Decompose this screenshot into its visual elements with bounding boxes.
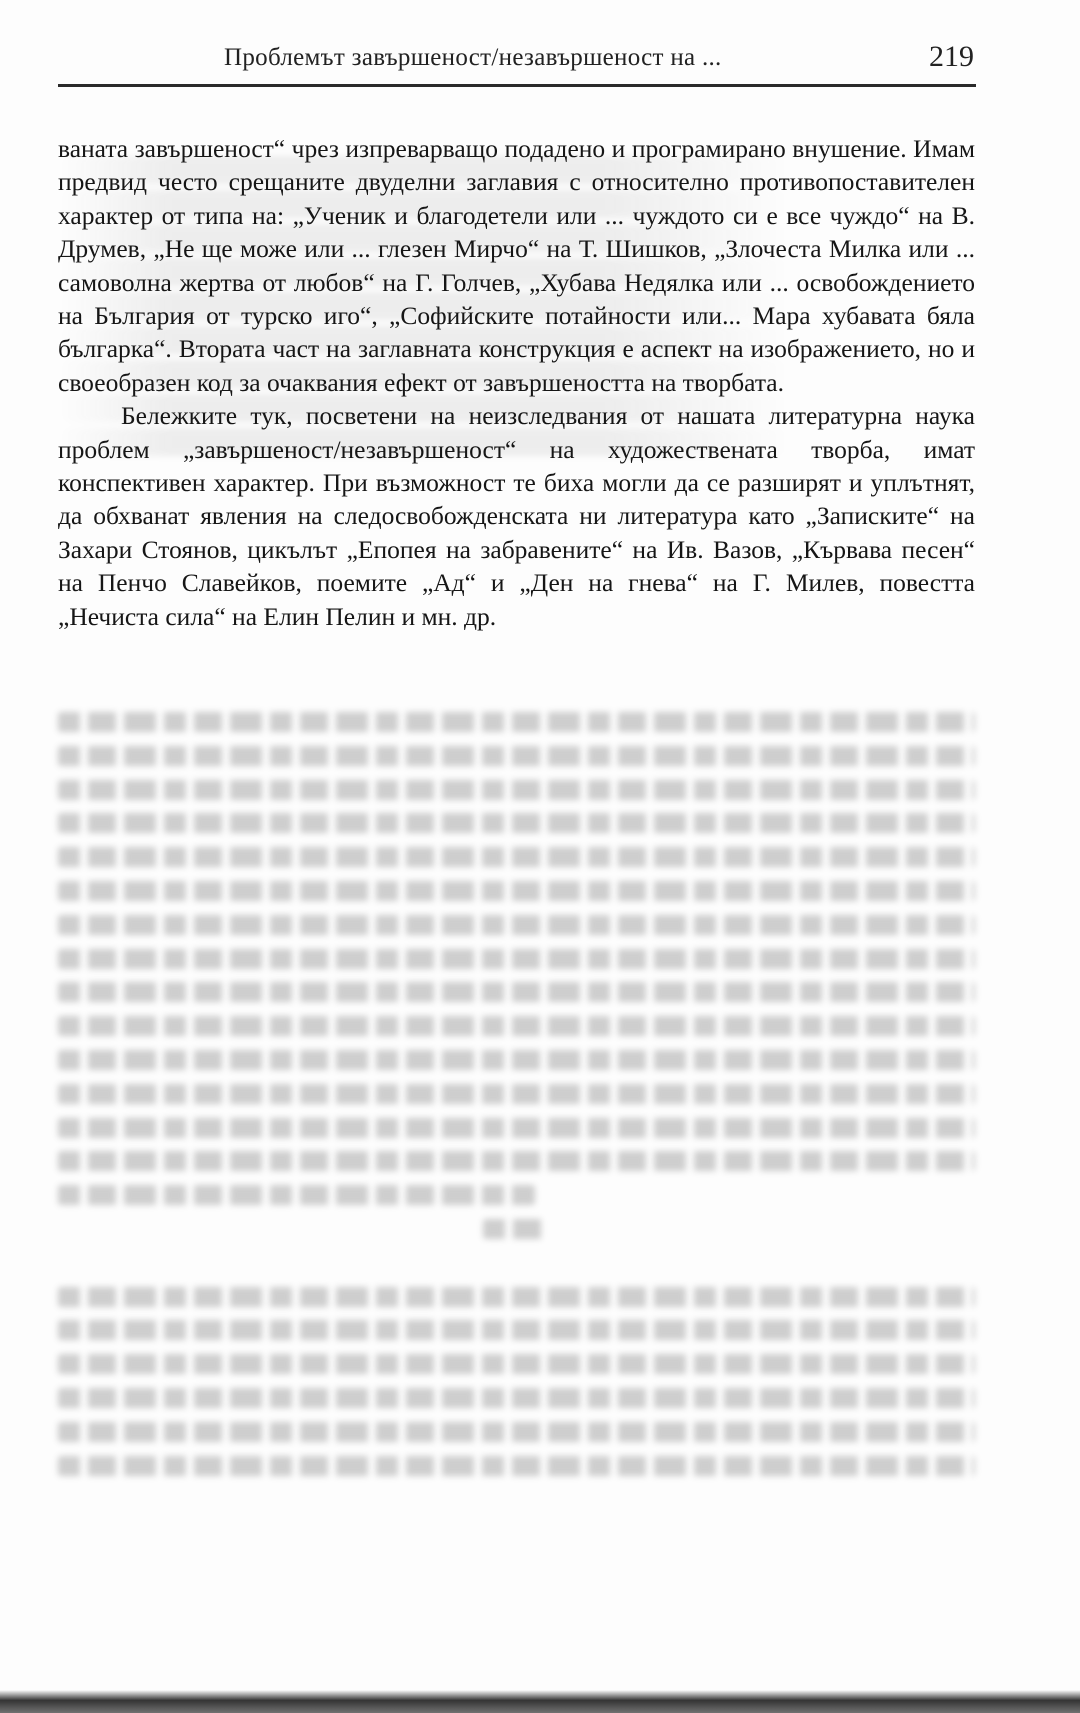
paragraph: Бележките тук, посветени на неизследвания от нашата литературна наука проблем „завършеност/незавършеност“ на художествената творба, имат конспективен характер. При възможност те биха могли да се разширят и уплътнят, да обхванат явления на следосвобожденската ни литература като „Записките“ на Захари Стоянов, цикълът „Епопея на забравените“ на Ив. Вазов, „Кървава песен“ на Пенчо Славейков, поемите „Ад“ и „Ден на гнева“ на Г. Милев, повестта „Нечиста сила“ на Елин Пелин и мн. др. — [58, 401, 975, 631]
page-number: 219 — [929, 40, 974, 73]
header-rule — [58, 84, 976, 87]
show-through-text-bottom — [58, 712, 975, 1592]
running-title: Проблемът завършеност/незавършеност на ... — [224, 44, 722, 71]
running-header — [58, 38, 978, 84]
page-bottom-edge — [0, 1690, 1080, 1713]
body-text — [58, 132, 975, 633]
paragraph-continued: ваната завършеност“ чрез изпреварващо подадено и програмирано внушение. Имам предвид често срещаните двуделни заглавия с относително противопоставителен характер от типа на: „Ученик и благодетели или ... чуждото си е все чуждо“ на В. Друмев, „Не ще може или ... глезен Мирчо“ на Т. Шишков, „Злочеста Милка или ... самоволна жертва от любов“ на Г. Голчев, „Хубава Недялка или ... освобождението на България от турско иго“, „Софийските потайности или... Мара хубавата бяла българка“. Втората част на заглавната конструкция е аспект на изображението, но и своеобразен код за очаквания ефект от завършеността на творбата. — [58, 134, 975, 397]
